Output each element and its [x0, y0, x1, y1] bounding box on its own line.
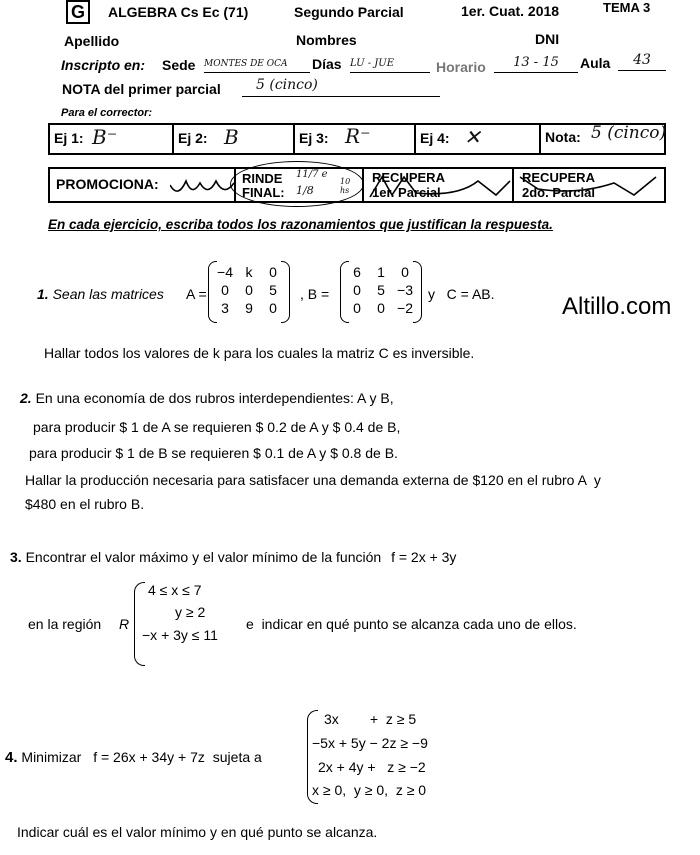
recupera2-label: RECUPERA [522, 170, 595, 185]
matrix-b [340, 261, 422, 323]
matrix-b-cell: −2 [397, 300, 413, 316]
scribble-mark [170, 171, 236, 199]
ej4-text-1: Minimizar [21, 749, 82, 765]
tema: TEMA 3 [603, 0, 651, 15]
promociona-cell [50, 169, 236, 201]
dni-label: DNI [535, 31, 560, 47]
ej4-grade: ✕ [464, 125, 481, 149]
dias-value: LU - JUE [350, 56, 430, 73]
watermark: Altillo.com [562, 293, 672, 320]
exam-letter: G [70, 2, 85, 22]
ej4-line-1 [5, 749, 262, 766]
matrix-b-cell: 6 [353, 264, 361, 280]
ej4-sujeta: sujeta a [212, 749, 262, 765]
nota-grade: 5 (cinco) [591, 123, 667, 143]
circle-mark [230, 161, 364, 207]
ej2-text-1: En una economía de dos rubros interdependientes: A y B, [35, 390, 394, 406]
aula-label: Aula [580, 55, 611, 71]
apellido-label: Apellido [64, 33, 120, 49]
ej1-question: Hallar todos los valores de k para los cuales la matriz C es inversible. [44, 345, 475, 361]
ej3-function: f = 2x + 3y [391, 549, 457, 565]
ej2-line-1 [20, 390, 394, 406]
matrix-b-cell: 0 [353, 282, 361, 298]
ej3-brace [134, 582, 145, 666]
ej3-label: Ej 3: [299, 130, 329, 146]
recupera1-sub: 1er. Parcial [372, 185, 441, 200]
dias-label: Días [312, 56, 342, 72]
ej2-line-4: Hallar la producción necesaria para satisfacer una demanda externa de $120 en el rubro A y [25, 472, 601, 488]
promociona-label: PROMOCIONA: [56, 176, 159, 192]
rinde-label: RINDE [242, 171, 283, 186]
ej1-number: 1. [37, 286, 49, 302]
horario-label: Horario [436, 59, 486, 75]
matrix-b-cell: −3 [397, 282, 413, 298]
ej3-cell [295, 125, 416, 153]
matrix-b-cell: 5 [377, 282, 385, 298]
corrector-status-row [48, 167, 666, 203]
matrix-a-cell: 0 [221, 282, 229, 298]
horario-value: 13 - 15 [494, 55, 578, 73]
ej1-grade: B⁻ [92, 125, 118, 149]
matrix-a-cell: −4 [217, 264, 233, 280]
ej4-constraint-3: 2x + 4y + z ≥ −2 [318, 759, 426, 775]
scribble-mark [518, 171, 662, 199]
final-date: 1/8 [296, 184, 314, 197]
nota-cell [541, 123, 667, 153]
ej3-constraint-2: y ≥ 2 [175, 604, 206, 620]
ej1-label: Ej 1: [54, 130, 84, 146]
ej4-cell [416, 125, 541, 153]
ej4-label: Ej 4: [420, 130, 450, 146]
matrix-a-label: A = [186, 286, 207, 302]
matrix-b-cell: 0 [377, 300, 385, 316]
inscripto-label: Inscripto en: [61, 57, 146, 73]
ej3-constraint-3: −x + 3y ≤ 11 [142, 627, 218, 643]
corrector-label: Para el corrector: [61, 107, 153, 119]
ej2-grade: B [224, 125, 239, 149]
scribble-mark [368, 171, 512, 199]
aula-value: 43 [618, 52, 666, 71]
matrix-b-label: , B = [300, 286, 330, 302]
matrix-b-cell: 1 [377, 264, 385, 280]
ej2-label: Ej 2: [178, 130, 208, 146]
matrix-a-cell: 9 [245, 300, 253, 316]
ej4-function: f = 26x + 34y + 7z [93, 749, 205, 765]
final-hour: 10 hs [340, 177, 351, 195]
ej3-line-1 [10, 549, 456, 565]
ej4-constraint-4: x ≥ 0, y ≥ 0, z ≥ 0 [312, 782, 427, 798]
recupera2-cell [514, 169, 664, 201]
ej3-grade: R⁻ [345, 124, 371, 148]
ej3-text-1: Encontrar el valor máximo y el valor mínimo de la función [25, 549, 382, 565]
rinde-final-cell [236, 169, 364, 201]
matrix-a-cell: 5 [269, 282, 277, 298]
ej1-cell [50, 125, 174, 153]
ej2-cell [174, 125, 295, 153]
ej3-constraint-1: 4 ≤ x ≤ 7 [148, 582, 202, 598]
ej1-tail: y C = AB. [428, 286, 495, 302]
matrix-a [208, 261, 290, 323]
exam-letter-box [66, 0, 90, 24]
instruction: En cada ejercicio, escriba todos los razonamientos que justifican la respuesta. [48, 217, 553, 232]
matrix-a-cell: 0 [269, 300, 277, 316]
corrector-grades-row [48, 123, 666, 155]
ej4-constraint-1: 3x + z ≥ 5 [324, 711, 417, 727]
nota-label: Nota: [545, 129, 581, 145]
ej2-line-3: para producir $ 1 de B se requieren $ 0.1 de A y $ 0.8 de B. [29, 445, 398, 461]
exam-name: Segundo Parcial [294, 4, 404, 20]
course-title: ALGEBRA Cs Ec (71) [108, 4, 249, 20]
ej1-intro [37, 286, 164, 302]
matrix-a-cell: 3 [221, 300, 229, 316]
sede-label: Sede [162, 57, 196, 73]
term: 1er. Cuat. 2018 [461, 3, 560, 19]
ej3-region-label: en la región [28, 616, 102, 632]
recupera2-sub: 2do. Parcial [522, 185, 595, 200]
matrix-b-cell: 0 [401, 264, 409, 280]
ej3-region-name: R [119, 616, 130, 632]
rinde-date: 11/7 e [296, 169, 328, 180]
matrix-a-cell: 0 [269, 264, 277, 280]
sede-value: MONTES DE OCA [204, 57, 310, 73]
ej3-tail: e indicar en qué punto se alcanza cada uno de ellos. [246, 616, 577, 632]
ej4-constraint-2: −5x + 5y − 2z ≥ −9 [312, 735, 428, 751]
nota-primer-parcial-value: 5 (cinco) [242, 77, 440, 97]
ej4-question: Indicar cuál es el valor mínimo y en qué punto se alcanza. [17, 824, 378, 840]
nota-primer-parcial-label: NOTA del primer parcial [62, 81, 221, 97]
ej3-number: 3. [10, 549, 22, 565]
matrix-a-cell: k [245, 264, 253, 280]
ej2-line-5: $480 en el rubro B. [25, 496, 145, 512]
final-label: FINAL: [242, 185, 285, 200]
recupera1-cell [364, 169, 514, 201]
ej2-number: 2. [20, 390, 32, 406]
nombres-label: Nombres [296, 32, 357, 48]
ej1-intro-text: Sean las matrices [52, 286, 164, 302]
matrix-b-cell: 0 [353, 300, 361, 316]
matrix-a-cell: 0 [245, 282, 253, 298]
ej4-number: 4. [5, 749, 18, 766]
ej2-line-2: para producir $ 1 de A se requieren $ 0.2 de A y $ 0.4 de B, [33, 419, 401, 435]
recupera1-label: RECUPERA [372, 170, 445, 185]
